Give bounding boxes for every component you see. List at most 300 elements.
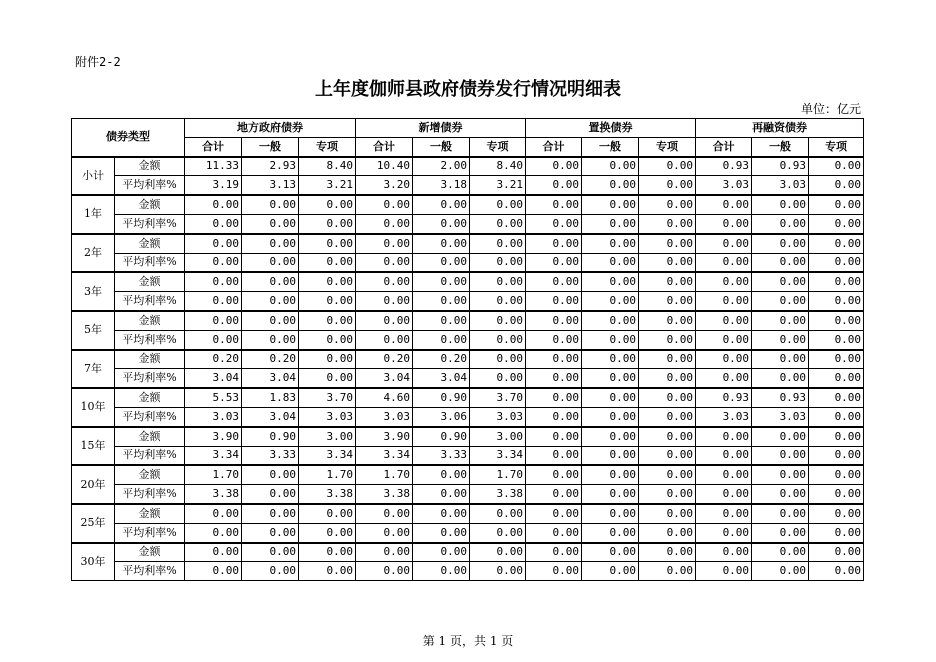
value-cell: 0.00 [582,330,639,349]
value-cell: 0.00 [185,311,242,330]
subcol-header: 一般 [242,137,299,156]
value-cell: 3.38 [356,485,413,504]
term-label: 7年 [72,350,115,389]
subcol-header: 合计 [185,137,242,156]
value-cell: 0.00 [639,427,696,446]
value-cell: 3.19 [185,176,242,195]
amount-label: 金额 [115,350,185,369]
value-cell: 0.00 [413,485,470,504]
value-cell: 0.00 [356,523,413,542]
table-row [72,562,864,581]
value-cell: 0.00 [752,504,809,523]
value-cell: 0.00 [696,292,752,311]
value-cell: 0.00 [413,214,470,233]
value-cell: 0.00 [752,350,809,369]
value-cell: 0.00 [413,292,470,311]
value-cell: 0.00 [470,523,526,542]
value-cell: 0.00 [185,253,242,272]
value-cell: 0.00 [639,330,696,349]
value-cell: 0.00 [582,485,639,504]
rate-label: 平均利率% [115,523,185,542]
rate-label: 平均利率% [115,446,185,465]
value-cell: 0.00 [242,330,299,349]
value-cell: 0.00 [470,214,526,233]
value-cell: 0.00 [356,504,413,523]
value-cell: 0.00 [696,272,752,291]
value-cell: 3.06 [413,407,470,426]
value-cell: 0.00 [185,504,242,523]
value-cell: 0.00 [470,369,526,388]
value-cell: 0.00 [752,562,809,581]
subcol-header: 一般 [582,137,639,156]
value-cell: 0.00 [752,446,809,465]
value-cell: 0.00 [299,543,356,562]
value-cell: 3.03 [696,176,752,195]
value-cell: 0.00 [639,485,696,504]
value-cell: 3.00 [470,427,526,446]
page-footer: 第 1 页，共 1 页 [422,634,514,648]
value-cell: 0.00 [582,388,639,407]
value-cell: 0.00 [185,523,242,542]
value-cell: 0.00 [809,214,864,233]
table-row [72,234,864,253]
value-cell: 0.00 [299,350,356,369]
value-cell: 0.00 [752,465,809,484]
value-cell: 0.00 [185,562,242,581]
value-cell: 0.00 [526,272,582,291]
value-cell: 0.00 [696,562,752,581]
value-cell: 3.04 [356,369,413,388]
value-cell: 3.21 [470,176,526,195]
value-cell: 0.00 [526,157,582,176]
value-cell: 0.00 [299,253,356,272]
value-cell: 0.00 [299,369,356,388]
table-row [72,504,864,523]
value-cell: 0.20 [413,350,470,369]
value-cell: 0.00 [470,195,526,214]
group-header-new: 新增债券 [356,119,526,138]
value-cell: 0.00 [696,234,752,253]
value-cell: 0.00 [809,562,864,581]
value-cell: 0.00 [413,311,470,330]
page-title: 上年度伽师县政府债券发行情况明细表 [315,79,621,100]
value-cell: 3.03 [185,407,242,426]
value-cell: 0.00 [242,195,299,214]
value-cell: 0.90 [413,388,470,407]
value-cell: 0.00 [809,523,864,542]
value-cell: 0.00 [639,543,696,562]
value-cell: 0.00 [809,388,864,407]
value-cell: 4.60 [356,388,413,407]
value-cell: 0.00 [242,465,299,484]
value-cell: 11.33 [185,157,242,176]
value-cell: 0.00 [185,234,242,253]
value-cell: 0.00 [809,292,864,311]
value-cell: 0.00 [639,562,696,581]
value-cell: 0.00 [526,562,582,581]
value-cell: 0.00 [242,272,299,291]
value-cell: 0.20 [242,350,299,369]
term-label: 1年 [72,195,115,234]
table-row [72,465,864,484]
value-cell: 0.00 [242,292,299,311]
value-cell: 0.00 [242,504,299,523]
value-cell: 0.00 [526,446,582,465]
value-cell: 0.00 [809,427,864,446]
value-cell: 8.40 [299,157,356,176]
term-label: 30年 [72,543,115,581]
value-cell: 0.00 [470,543,526,562]
amount-label: 金额 [115,504,185,523]
value-cell: 0.00 [752,485,809,504]
term-label: 2年 [72,234,115,273]
value-cell: 0.00 [299,504,356,523]
value-cell: 0.00 [639,388,696,407]
table-row [72,195,864,214]
value-cell: 0.00 [185,214,242,233]
value-cell: 0.00 [809,157,864,176]
value-cell: 0.00 [696,350,752,369]
value-cell: 0.00 [242,562,299,581]
value-cell: 3.04 [185,369,242,388]
value-cell: 0.00 [185,330,242,349]
value-cell: 0.00 [752,369,809,388]
value-cell: 0.00 [526,427,582,446]
table-row [72,485,864,504]
value-cell: 0.00 [242,543,299,562]
rate-label: 平均利率% [115,176,185,195]
table-row [72,407,864,426]
value-cell: 0.00 [639,311,696,330]
value-cell: 0.00 [413,272,470,291]
value-cell: 0.00 [809,330,864,349]
value-cell: 3.70 [470,388,526,407]
value-cell: 0.00 [696,523,752,542]
table-row [72,427,864,446]
value-cell: 0.00 [696,253,752,272]
value-cell: 0.00 [526,214,582,233]
value-cell: 3.33 [242,446,299,465]
value-cell: 0.00 [809,350,864,369]
value-cell: 0.20 [185,350,242,369]
value-cell: 0.00 [242,485,299,504]
amount-label: 金额 [115,388,185,407]
amount-label: 金额 [115,465,185,484]
value-cell: 0.00 [242,234,299,253]
value-cell: 0.93 [696,157,752,176]
value-cell: 0.00 [413,195,470,214]
table-row [72,523,864,542]
subcol-header: 一般 [752,137,809,156]
value-cell: 0.00 [299,234,356,253]
value-cell: 0.00 [470,350,526,369]
term-label: 10年 [72,388,115,427]
value-cell: 3.34 [356,446,413,465]
value-cell: 5.53 [185,388,242,407]
value-cell: 0.00 [582,562,639,581]
value-cell: 0.00 [299,523,356,542]
value-cell: 0.00 [809,446,864,465]
value-cell: 0.00 [582,234,639,253]
value-cell: 0.00 [696,369,752,388]
value-cell: 3.38 [185,485,242,504]
table-row [72,311,864,330]
value-cell: 0.00 [185,292,242,311]
value-cell: 0.00 [526,369,582,388]
value-cell: 0.00 [526,388,582,407]
rate-label: 平均利率% [115,292,185,311]
rate-label: 平均利率% [115,214,185,233]
term-label: 小计 [72,157,115,196]
value-cell: 0.00 [299,330,356,349]
value-cell: 0.00 [413,543,470,562]
value-cell: 0.00 [185,195,242,214]
subcol-header: 合计 [696,137,752,156]
value-cell: 0.00 [639,446,696,465]
value-cell: 0.00 [299,214,356,233]
value-cell: 0.00 [470,562,526,581]
rate-label: 平均利率% [115,369,185,388]
value-cell: 0.00 [639,292,696,311]
value-cell: 0.00 [470,292,526,311]
value-cell: 0.00 [413,253,470,272]
value-cell: 0.00 [299,562,356,581]
value-cell: 0.00 [639,504,696,523]
value-cell: 0.00 [809,272,864,291]
value-cell: 3.21 [299,176,356,195]
value-cell: 0.00 [639,214,696,233]
value-cell: 0.00 [696,485,752,504]
value-cell: 0.00 [696,465,752,484]
value-cell: 0.00 [639,407,696,426]
group-header-refinancing: 再融资债券 [696,119,864,138]
value-cell: 0.00 [639,195,696,214]
value-cell: 0.00 [582,427,639,446]
value-cell: 0.00 [526,523,582,542]
value-cell: 3.38 [299,485,356,504]
term-label: 25年 [72,504,115,543]
value-cell: 0.00 [242,523,299,542]
table-row [72,214,864,233]
value-cell: 3.20 [356,176,413,195]
value-cell: 0.00 [809,465,864,484]
value-cell: 0.90 [413,427,470,446]
value-cell: 1.70 [299,465,356,484]
value-cell: 0.00 [582,369,639,388]
value-cell: 3.03 [696,407,752,426]
value-cell: 1.70 [356,465,413,484]
value-cell: 0.00 [696,311,752,330]
subcol-header: 专项 [809,137,864,156]
group-header-local-gov: 地方政府债券 [185,119,356,138]
subcol-header: 专项 [639,137,696,156]
rate-label: 平均利率% [115,485,185,504]
rate-label: 平均利率% [115,407,185,426]
value-cell: 8.40 [470,157,526,176]
value-cell: 0.00 [582,253,639,272]
value-cell: 2.00 [413,157,470,176]
value-cell: 0.00 [299,195,356,214]
value-cell: 2.93 [242,157,299,176]
amount-label: 金额 [115,543,185,562]
value-cell: 0.00 [413,234,470,253]
value-cell: 0.00 [752,234,809,253]
value-cell: 0.00 [809,311,864,330]
table-row [72,176,864,195]
value-cell: 0.00 [639,157,696,176]
value-cell: 0.00 [526,311,582,330]
value-cell: 0.00 [639,465,696,484]
value-cell: 0.00 [582,465,639,484]
value-cell: 0.00 [752,272,809,291]
group-header-replacement: 置换债券 [526,119,696,138]
value-cell: 0.00 [526,543,582,562]
table-row [72,350,864,369]
table-row [72,253,864,272]
attachment-label: 附件2-2 [75,55,121,69]
value-cell: 0.00 [526,465,582,484]
value-cell: 0.00 [696,330,752,349]
value-cell: 0.00 [582,407,639,426]
table-row [72,272,864,291]
value-cell: 0.00 [696,427,752,446]
subcol-header: 专项 [470,137,526,156]
value-cell: 0.00 [299,272,356,291]
value-cell: 0.00 [582,272,639,291]
value-cell: 0.00 [639,350,696,369]
value-cell: 3.90 [185,427,242,446]
amount-label: 金额 [115,272,185,291]
value-cell: 0.00 [470,272,526,291]
value-cell: 0.00 [242,253,299,272]
value-cell: 3.04 [242,369,299,388]
table-row [72,330,864,349]
value-cell: 0.00 [696,195,752,214]
value-cell: 0.00 [809,195,864,214]
value-cell: 0.00 [639,523,696,542]
value-cell: 3.04 [242,407,299,426]
value-cell: 3.03 [752,407,809,426]
value-cell: 3.34 [470,446,526,465]
value-cell: 0.00 [526,195,582,214]
value-cell: 3.18 [413,176,470,195]
value-cell: 0.00 [582,311,639,330]
rate-label: 平均利率% [115,253,185,272]
value-cell: 0.00 [752,292,809,311]
value-cell: 1.70 [470,465,526,484]
value-cell: 0.00 [356,562,413,581]
value-cell: 0.00 [526,234,582,253]
value-cell: 0.00 [356,195,413,214]
term-label: 20年 [72,465,115,504]
table-row [72,388,864,407]
value-cell: 0.00 [639,272,696,291]
value-cell: 0.00 [752,543,809,562]
value-cell: 0.00 [809,369,864,388]
value-cell: 0.00 [639,253,696,272]
table-row [72,446,864,465]
subcol-header: 合计 [356,137,413,156]
value-cell: 0.00 [185,543,242,562]
value-cell: 0.00 [526,350,582,369]
value-cell: 3.03 [299,407,356,426]
table-row [72,369,864,388]
value-cell: 0.00 [752,330,809,349]
value-cell: 0.00 [356,253,413,272]
value-cell: 0.00 [809,253,864,272]
value-cell: 0.00 [413,330,470,349]
value-cell: 0.00 [526,292,582,311]
value-cell: 0.00 [582,350,639,369]
value-cell: 0.00 [582,292,639,311]
value-cell: 3.34 [185,446,242,465]
value-cell: 0.00 [752,214,809,233]
value-cell: 0.00 [809,407,864,426]
value-cell: 3.38 [470,485,526,504]
value-cell: 0.00 [582,195,639,214]
value-cell: 0.00 [582,214,639,233]
value-cell: 0.93 [696,388,752,407]
value-cell: 0.00 [582,157,639,176]
table-row [72,292,864,311]
value-cell: 0.00 [809,504,864,523]
value-cell: 3.03 [356,407,413,426]
amount-label: 金额 [115,311,185,330]
value-cell: 0.90 [242,427,299,446]
amount-label: 金额 [115,157,185,176]
value-cell: 0.00 [413,562,470,581]
unit-label: 单位：亿元 [800,102,861,116]
value-cell: 0.00 [809,234,864,253]
value-cell: 3.70 [299,388,356,407]
table-body [72,119,864,581]
value-cell: 0.00 [582,523,639,542]
value-cell: 0.00 [582,543,639,562]
amount-label: 金额 [115,234,185,253]
value-cell: 3.90 [356,427,413,446]
value-cell: 3.04 [413,369,470,388]
table-row [72,543,864,562]
value-cell: 0.00 [470,253,526,272]
value-cell: 0.00 [526,253,582,272]
term-label: 15年 [72,427,115,466]
subcol-header: 一般 [413,137,470,156]
term-label: 3年 [72,272,115,311]
value-cell: 0.00 [526,504,582,523]
bond-type-header: 债券类型 [72,119,185,157]
value-cell: 3.34 [299,446,356,465]
rate-label: 平均利率% [115,330,185,349]
value-cell: 3.33 [413,446,470,465]
value-cell: 0.00 [413,504,470,523]
value-cell: 0.00 [696,543,752,562]
value-cell: 0.00 [526,176,582,195]
value-cell: 0.00 [356,543,413,562]
bond-issuance-table [71,118,864,581]
value-cell: 0.00 [356,330,413,349]
value-cell: 0.00 [470,504,526,523]
value-cell: 0.00 [752,253,809,272]
value-cell: 0.00 [582,504,639,523]
amount-label: 金额 [115,195,185,214]
value-cell: 0.00 [639,176,696,195]
value-cell: 0.00 [752,311,809,330]
value-cell: 0.00 [470,330,526,349]
value-cell: 0.20 [356,350,413,369]
value-cell: 3.00 [299,427,356,446]
value-cell: 0.00 [356,234,413,253]
table-row [72,157,864,176]
